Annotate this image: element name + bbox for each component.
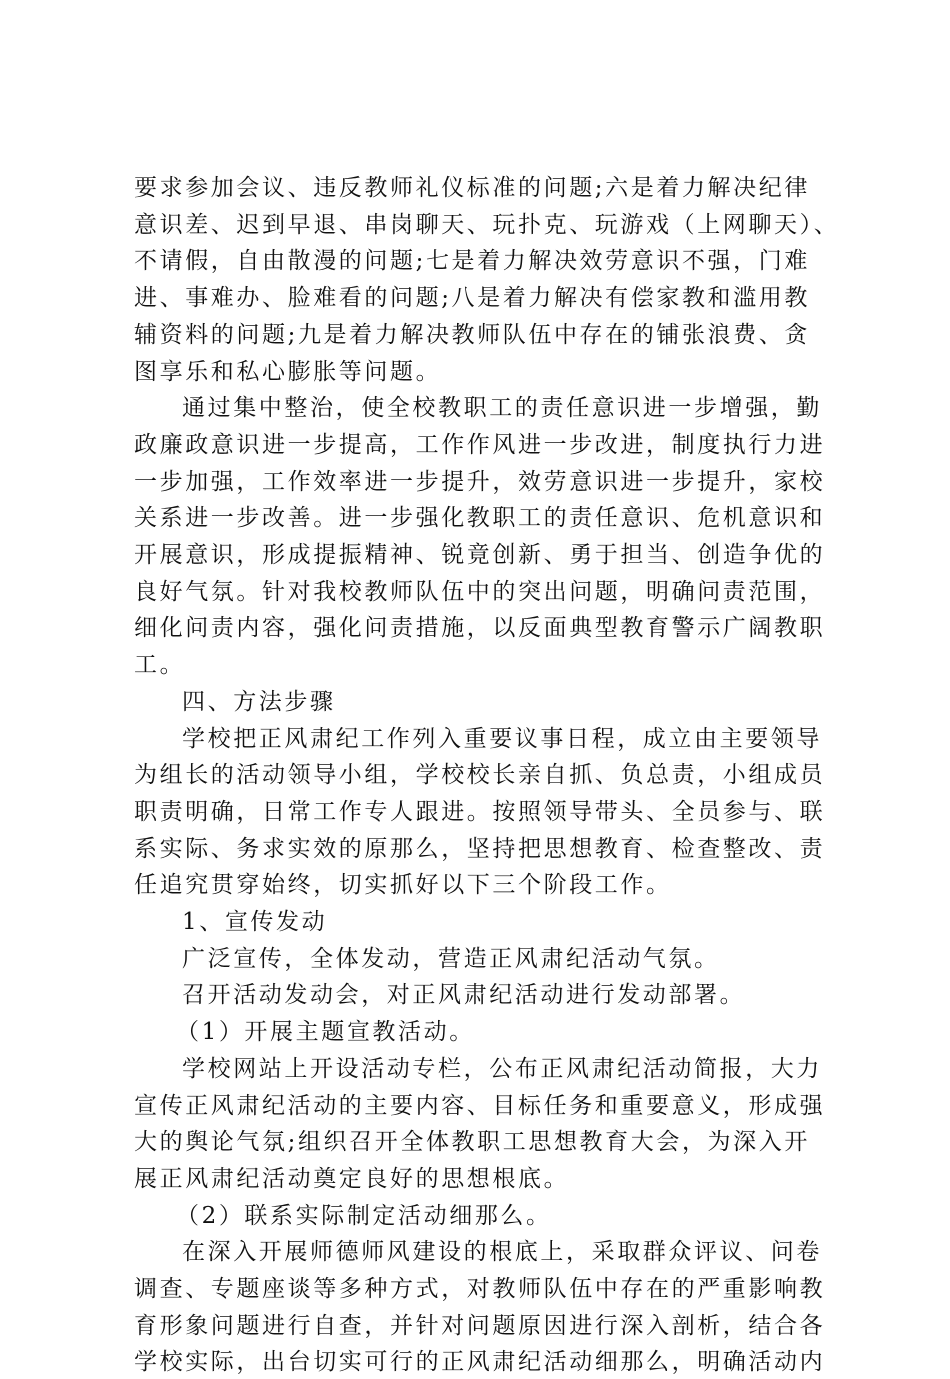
item-heading: （1）开展主题宣教活动。 — [176, 1019, 475, 1046]
text-line: 职责明确，日常工作专人跟进。按照领导带头、全员参与、联 — [134, 798, 826, 825]
item-heading: （2）联系实际制定活动细那么。 — [176, 1202, 552, 1229]
text-line: 学校实际，出台切实可行的正风肃纪活动细那么，明确活动内 — [134, 1349, 826, 1376]
text-line: 关系进一步改善。进一步强化教职工的责任意识、危机意识和 — [134, 505, 826, 532]
text-line: 工。 — [134, 652, 186, 679]
text-line: 学校把正风肃纪工作列入重要议事日程，成立由主要领导 — [182, 725, 822, 752]
text-line: 育形象问题进行自查，并针对问题原因进行深入剖析，结合各 — [134, 1312, 826, 1339]
text-line: 宣传正风肃纪活动的主要内容、目标任务和重要意义，形成强 — [134, 1092, 826, 1119]
text-line: 开展意识，形成提振精神、锐竟创新、勇于担当、创造争优的 — [134, 542, 826, 568]
text-line: 不请假，自由散漫的问题;七是着力解决效劳意识不强，门难 — [134, 248, 810, 275]
text-line: 大的舆论气氛;组织召开全体教职工思想教育大会，为深入开 — [134, 1129, 810, 1156]
subsection-heading: 1、宣传发动 — [182, 909, 328, 935]
text-line: 通过集中整治，使全校教职工的责任意识进一步增强，勤 — [182, 395, 822, 422]
text-line: 调查、专题座谈等多种方式，对教师队伍中存在的严重影响教 — [134, 1276, 826, 1302]
text-line: 细化问责内容，强化问责措施，以反面典型教育警示广阔教职 — [134, 615, 826, 642]
text-line: 展正风肃纪活动奠定良好的思想根底。 — [134, 1165, 570, 1192]
section-heading: 四、方法步骤 — [182, 688, 336, 715]
text-line: 要求参加会议、违反教师礼仪标准的问题;六是着力解决纪律 — [134, 175, 810, 201]
text-line: 召开活动发动会，对正风肃纪活动进行发动部署。 — [182, 982, 746, 1009]
text-line: 为组长的活动领导小组，学校校长亲自抓、负总责，小组成员 — [134, 762, 826, 789]
text-line: 系实际、务求实效的原那么，坚持把思想教育、检查整改、责 — [134, 835, 826, 862]
text-line: 任追究贯穿始终，切实抓好以下三个阶段工作。 — [134, 872, 672, 899]
text-line: 进、事难办、脸难看的问题;八是着力解决有偿家教和滥用教 — [134, 285, 810, 312]
text-line: 在深入开展师德师风建设的根底上，采取群众评议、问卷 — [182, 1239, 822, 1266]
text-line: 良好气氛。针对我校教师队伍中的突出问题，明确问责范围， — [134, 578, 826, 605]
text-line: 意识差、迟到早退、串岗聊天、玩扑克、玩游戏（上网聊天）、 — [134, 211, 840, 238]
text-line: 广泛宣传，全体发动，营造正风肃纪活动气氛。 — [182, 945, 720, 972]
text-line: 学校网站上开设活动专栏，公布正风肃纪活动简报，大力 — [182, 1055, 822, 1082]
text-line: 图享乐和私心膨胀等问题。 — [134, 358, 442, 385]
text-line: 辅资料的问题;九是着力解决教师队伍中存在的铺张浪费、贪 — [134, 321, 810, 348]
text-line: 一步加强，工作效率进一步提升，效劳意识进一步提升，家校 — [134, 468, 826, 495]
text-line: 政廉政意识进一步提高，工作作风进一步改进，制度执行力进 — [134, 431, 826, 458]
